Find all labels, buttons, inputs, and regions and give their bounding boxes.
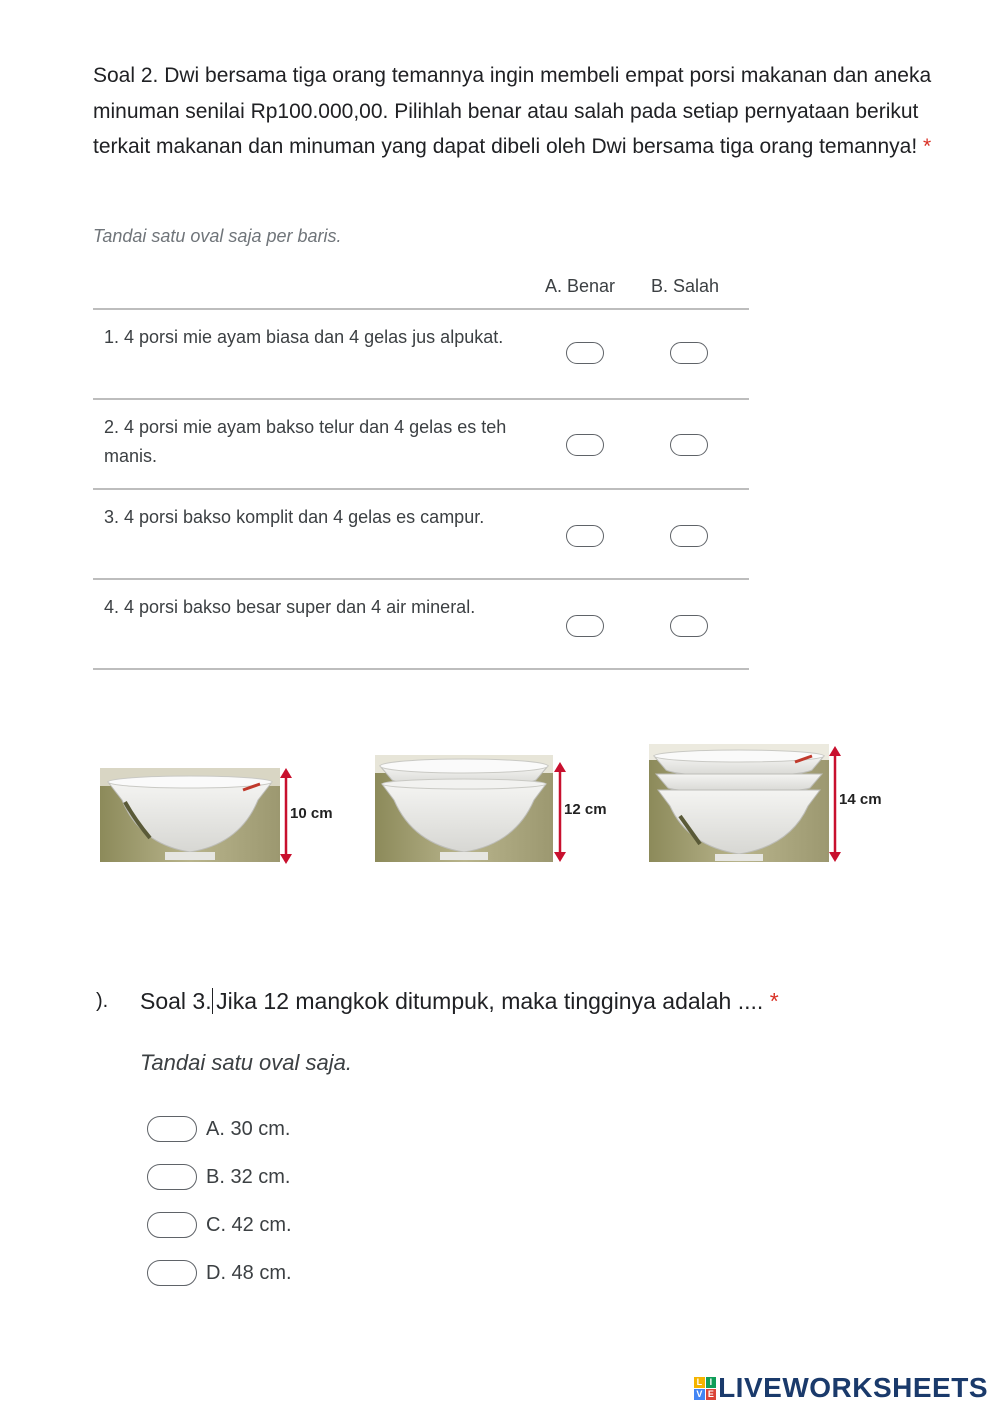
liveworksheets-wordmark: LIVEWORKSHEETS <box>718 1372 988 1403</box>
grid-row-1 <box>93 310 749 400</box>
option-b[interactable] <box>147 1163 290 1191</box>
grid-row-4 <box>93 580 749 670</box>
radio-salah-row-3[interactable] <box>670 525 708 547</box>
logo-letter: E <box>706 1389 717 1400</box>
grid-row-label: 3. 4 porsi bakso komplit dan 4 gelas es campur. <box>104 507 485 527</box>
option-b-label: B. 32 cm. <box>206 1165 291 1188</box>
radio-option-a[interactable] <box>147 1116 197 1142</box>
photo-2-height-label: 12 cm <box>564 801 607 818</box>
photo-1-height-label: 10 cm <box>290 805 333 822</box>
question-2-body: Soal 2. Dwi bersama tiga orang temannya ingin membeli empat porsi makanan dan aneka minuman senilai Rp100.000,00. Pilihlah benar atau salah pada setiap pernyataan berikut terkait makanan dan minuman yang dapat dibeli oleh Dwi bersama tiga orang temannya! <box>93 64 932 158</box>
grid-row-label: 2. 4 porsi mie ayam bakso telur dan 4 gelas es teh manis. <box>104 417 507 466</box>
grid-header <box>93 272 749 310</box>
question-2-text <box>93 58 953 165</box>
grid-row-label: 4. 4 porsi bakso besar super dan 4 air mineral. <box>104 597 476 617</box>
question-3-hint: Tandai satu oval saja. <box>140 1050 352 1075</box>
text-cursor <box>212 988 214 1014</box>
photo-3-height-label: 14 cm <box>839 791 882 808</box>
choice-grid <box>93 272 749 670</box>
grid-row-label: 1. 4 porsi mie ayam biasa dan 4 gelas jus alpukat. <box>104 327 504 347</box>
logo-letter: V <box>694 1389 705 1400</box>
radio-benar-row-1[interactable] <box>566 342 604 364</box>
question-3-prefix: Soal 3. <box>140 988 212 1014</box>
radio-option-d[interactable] <box>147 1260 197 1286</box>
liveworksheets-logo <box>694 1372 988 1404</box>
question-2-hint: Tandai satu oval saja per baris. <box>93 226 342 246</box>
photo-three-bowls <box>649 744 841 862</box>
logo-letter: L <box>694 1377 705 1388</box>
option-d-label: D. 48 cm. <box>206 1261 292 1284</box>
required-mark: * <box>769 988 779 1014</box>
option-a-label: A. 30 cm. <box>206 1117 291 1140</box>
grid-row-2 <box>93 400 749 490</box>
radio-salah-row-2[interactable] <box>670 434 708 456</box>
option-c-label: C. 42 cm. <box>206 1213 292 1236</box>
required-mark: * <box>923 135 932 158</box>
photo-two-bowls <box>375 755 566 862</box>
question-3-body: Jika 12 mangkok ditumpuk, maka tingginya adalah .... <box>216 988 764 1014</box>
question-3-text <box>140 988 779 1015</box>
liveworksheets-logo-icon <box>694 1377 716 1399</box>
photo-one-bowl <box>100 768 292 864</box>
radio-benar-row-4[interactable] <box>566 615 604 637</box>
logo-letter: I <box>706 1377 717 1388</box>
bowl-stack-photos <box>0 740 1000 880</box>
radio-option-b[interactable] <box>147 1164 197 1190</box>
option-c[interactable] <box>147 1211 292 1239</box>
radio-option-c[interactable] <box>147 1212 197 1238</box>
grid-row-3 <box>93 490 749 580</box>
column-salah: B. Salah <box>651 276 720 296</box>
option-a[interactable] <box>147 1115 290 1143</box>
radio-benar-row-3[interactable] <box>566 525 604 547</box>
radio-salah-row-1[interactable] <box>670 342 708 364</box>
radio-salah-row-4[interactable] <box>670 615 708 637</box>
radio-benar-row-2[interactable] <box>566 434 604 456</box>
question-3-number: ). <box>96 990 109 1012</box>
option-d[interactable] <box>147 1259 292 1287</box>
column-benar: A. Benar <box>545 276 616 296</box>
